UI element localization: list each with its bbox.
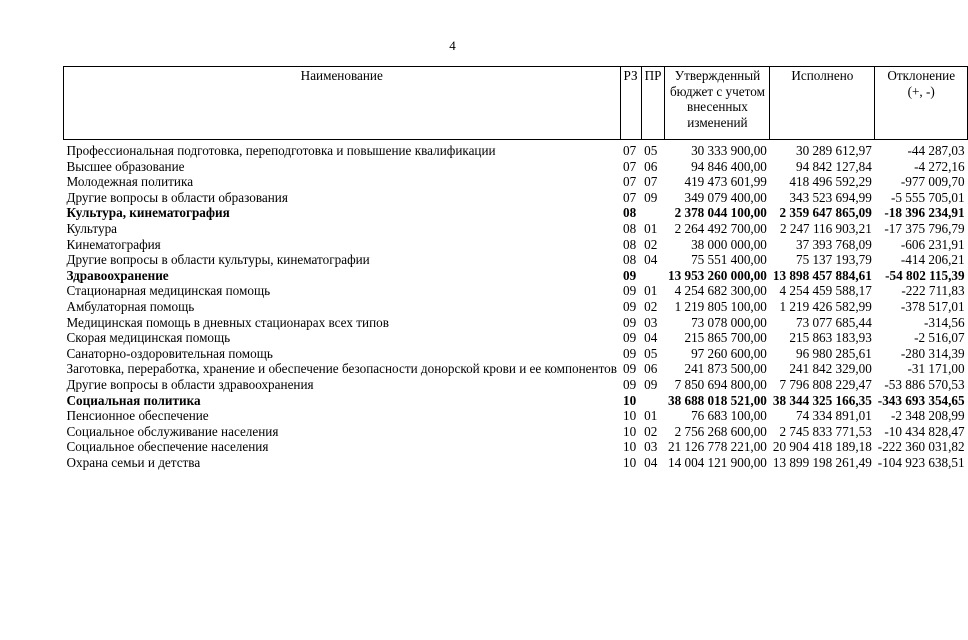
row-rz: 08 <box>623 236 637 252</box>
row-deviation: -222 360 031,82 <box>877 439 965 455</box>
table-row <box>64 315 968 331</box>
row-rz: 10 <box>623 408 637 424</box>
row-approved: 94 846 400,00 <box>691 158 767 174</box>
row-pr: 04 <box>644 252 658 268</box>
row-pr: 07 <box>644 174 658 190</box>
row-pr: 04 <box>644 454 658 470</box>
row-deviation: -378 517,01 <box>900 298 965 314</box>
row-executed: 96 980 285,61 <box>795 345 872 361</box>
row-pr: 02 <box>644 423 658 439</box>
header-rz: РЗ <box>620 67 641 140</box>
row-approved: 73 078 000,00 <box>691 314 767 330</box>
row-approved: 215 865 700,00 <box>684 330 767 346</box>
budget-table <box>63 66 968 470</box>
row-deviation: -53 886 570,53 <box>884 376 965 392</box>
row-name: Скорая медицинская помощь <box>66 330 231 346</box>
row-name: Амбулаторная помощь <box>66 298 195 314</box>
row-rz: 07 <box>623 174 637 190</box>
row-pr: 02 <box>644 298 658 314</box>
row-rz: 07 <box>623 158 637 174</box>
row-deviation: -2 516,07 <box>914 330 965 346</box>
table-row <box>64 283 968 299</box>
row-approved: 13 953 260 000,00 <box>667 267 767 283</box>
row-approved: 7 850 694 800,00 <box>674 376 767 392</box>
row-approved: 38 688 018 521,00 <box>667 392 767 408</box>
row-rz: 09 <box>623 298 637 314</box>
row-executed: 38 344 325 166,35 <box>772 392 872 408</box>
row-deviation: -414 206,21 <box>900 252 965 268</box>
row-deviation: -10 434 828,47 <box>884 423 965 439</box>
row-rz: 10 <box>623 439 637 455</box>
row-pr: 01 <box>644 408 658 424</box>
row-executed: 241 842 329,00 <box>789 361 872 377</box>
row-approved: 38 000 000,00 <box>691 236 767 252</box>
table-row <box>64 299 968 315</box>
row-approved: 14 004 121 900,00 <box>667 454 767 470</box>
row-name: Санаторно-оздоровительная помощь <box>66 345 273 361</box>
row-rz: 08 <box>623 252 637 268</box>
table-row <box>64 140 968 159</box>
row-approved: 349 079 400,00 <box>684 189 767 205</box>
row-rz: 09 <box>623 330 637 346</box>
row-name: Здравоохранение <box>66 267 169 283</box>
row-pr <box>641 268 665 284</box>
row-deviation: -54 802 115,39 <box>885 267 965 283</box>
table-row <box>64 205 968 221</box>
row-approved: 97 260 600,00 <box>691 345 767 361</box>
row-name: Охрана семьи и детства <box>66 454 201 470</box>
row-rz: 08 <box>623 205 637 221</box>
row-rz: 09 <box>623 314 637 330</box>
table-row <box>64 377 968 393</box>
row-pr: 06 <box>644 158 658 174</box>
row-executed: 13 898 457 884,61 <box>772 267 872 283</box>
row-name: Кинематография <box>66 236 161 252</box>
row-executed: 73 077 685,44 <box>795 314 872 330</box>
row-name: Социальное обслуживание населения <box>66 423 279 439</box>
table-body <box>64 140 968 471</box>
row-executed: 37 393 768,09 <box>795 236 872 252</box>
row-executed: 418 496 592,29 <box>789 174 872 190</box>
row-name: Социальная политика <box>66 392 201 408</box>
row-deviation: -606 231,91 <box>900 236 965 252</box>
row-approved: 30 333 900,00 <box>691 143 767 158</box>
row-executed: 13 899 198 261,49 <box>772 454 872 470</box>
table-row <box>64 159 968 175</box>
row-approved: 76 683 100,00 <box>691 408 767 424</box>
row-executed: 2 247 116 903,21 <box>779 220 872 236</box>
row-deviation: -17 375 796,79 <box>884 220 965 236</box>
row-approved: 21 126 778 221,00 <box>667 439 767 455</box>
row-rz: 09 <box>623 345 637 361</box>
table-row <box>64 393 968 409</box>
table-row <box>64 361 968 377</box>
row-deviation: -280 314,39 <box>900 345 965 361</box>
row-executed: 74 334 891,01 <box>795 408 872 424</box>
row-pr: 05 <box>644 345 658 361</box>
header-executed: Исполнено <box>770 67 875 140</box>
row-deviation: -4 272,16 <box>914 158 965 174</box>
row-deviation: -104 923 638,51 <box>877 454 965 470</box>
row-deviation: -314,56 <box>923 314 965 330</box>
row-rz: 07 <box>623 143 637 158</box>
row-executed: 2 359 647 865,09 <box>779 205 872 221</box>
row-approved: 241 873 500,00 <box>684 361 767 377</box>
table-row <box>64 330 968 346</box>
row-executed: 1 219 426 582,99 <box>779 298 872 314</box>
table-row <box>64 174 968 190</box>
row-rz: 09 <box>623 376 637 392</box>
row-pr: 09 <box>644 376 658 392</box>
row-name: Высшее образование <box>66 158 185 174</box>
table-row <box>64 408 968 424</box>
row-executed: 343 523 694,99 <box>789 189 872 205</box>
table-row <box>64 252 968 268</box>
row-approved: 2 264 492 700,00 <box>674 220 767 236</box>
row-approved: 4 254 682 300,00 <box>674 283 767 299</box>
row-deviation: -31 171,00 <box>907 361 965 377</box>
table-row <box>64 237 968 253</box>
row-name: Профессиональная подготовка, переподготовка и повышение квалификации <box>66 143 496 158</box>
row-executed: 94 842 127,84 <box>795 158 872 174</box>
row-deviation: -343 693 354,65 <box>877 392 965 408</box>
row-approved: 75 551 400,00 <box>691 252 767 268</box>
row-rz: 10 <box>623 454 637 470</box>
table-header <box>64 67 968 140</box>
row-pr: 02 <box>644 236 658 252</box>
row-deviation: -18 396 234,91 <box>884 205 965 221</box>
header-name: Наименование <box>64 67 621 140</box>
row-approved: 419 473 601,99 <box>684 174 767 190</box>
row-pr: 05 <box>644 143 658 158</box>
row-name: Заготовка, переработка, хранение и обеспечение безопасности донорской крови и ее компонентов <box>66 361 618 377</box>
row-executed: 4 254 459 588,17 <box>779 283 872 299</box>
row-pr: 03 <box>644 314 658 330</box>
row-pr <box>641 205 665 221</box>
row-pr: 03 <box>644 439 658 455</box>
row-name: Культура, кинематография <box>66 205 230 221</box>
row-executed: 75 137 193,79 <box>795 252 872 268</box>
row-name: Пенсионное обеспечение <box>66 408 209 424</box>
row-name: Стационарная медицинская помощь <box>66 283 271 299</box>
table-row <box>64 424 968 440</box>
row-rz: 10 <box>623 423 637 439</box>
row-executed: 30 289 612,97 <box>795 143 872 158</box>
row-name: Медицинская помощь в дневных стационарах всех типов <box>66 314 389 330</box>
table-row <box>64 268 968 284</box>
page-number: 4 <box>449 38 456 53</box>
row-name: Социальное обеспечение населения <box>66 439 269 455</box>
table-row <box>64 455 968 471</box>
row-approved: 2 756 268 600,00 <box>674 423 767 439</box>
row-name: Другие вопросы в области образования <box>66 189 288 205</box>
row-deviation: -44 287,03 <box>907 143 965 158</box>
row-executed: 2 745 833 771,53 <box>779 423 872 439</box>
row-rz: 07 <box>623 189 637 205</box>
table-row <box>64 190 968 206</box>
row-pr: 06 <box>644 361 658 377</box>
row-rz: 08 <box>623 220 637 236</box>
table-row <box>64 439 968 455</box>
header-approved: Утвержденный бюджет с учетом внесенных изменений <box>665 67 770 140</box>
row-pr: 01 <box>644 220 658 236</box>
table-row <box>64 346 968 362</box>
row-approved: 1 219 805 100,00 <box>674 298 767 314</box>
row-name: Другие вопросы в области здравоохранения <box>66 376 314 392</box>
row-executed: 7 796 808 229,47 <box>779 376 872 392</box>
header-deviation: Отклонение (+, -) <box>875 67 968 140</box>
row-rz: 09 <box>623 267 637 283</box>
row-pr: 01 <box>644 283 658 299</box>
row-pr: 04 <box>644 330 658 346</box>
row-pr <box>641 393 665 409</box>
row-executed: 20 904 418 189,18 <box>772 439 872 455</box>
table-row <box>64 221 968 237</box>
row-pr: 09 <box>644 189 658 205</box>
row-deviation: -2 348 208,99 <box>890 408 965 424</box>
row-name: Культура <box>66 220 118 236</box>
row-rz: 09 <box>623 283 637 299</box>
row-approved: 2 378 044 100,00 <box>674 205 767 221</box>
row-deviation: -5 555 705,01 <box>890 189 965 205</box>
row-rz: 09 <box>623 361 637 377</box>
row-deviation: -222 711,83 <box>901 283 965 299</box>
row-deviation: -977 009,70 <box>900 174 965 190</box>
row-name: Молодежная политика <box>66 174 194 190</box>
row-rz: 10 <box>623 392 637 408</box>
header-pr: ПР <box>641 67 665 140</box>
row-executed: 215 863 183,93 <box>789 330 872 346</box>
row-name: Другие вопросы в области культуры, кинематографии <box>66 252 370 268</box>
